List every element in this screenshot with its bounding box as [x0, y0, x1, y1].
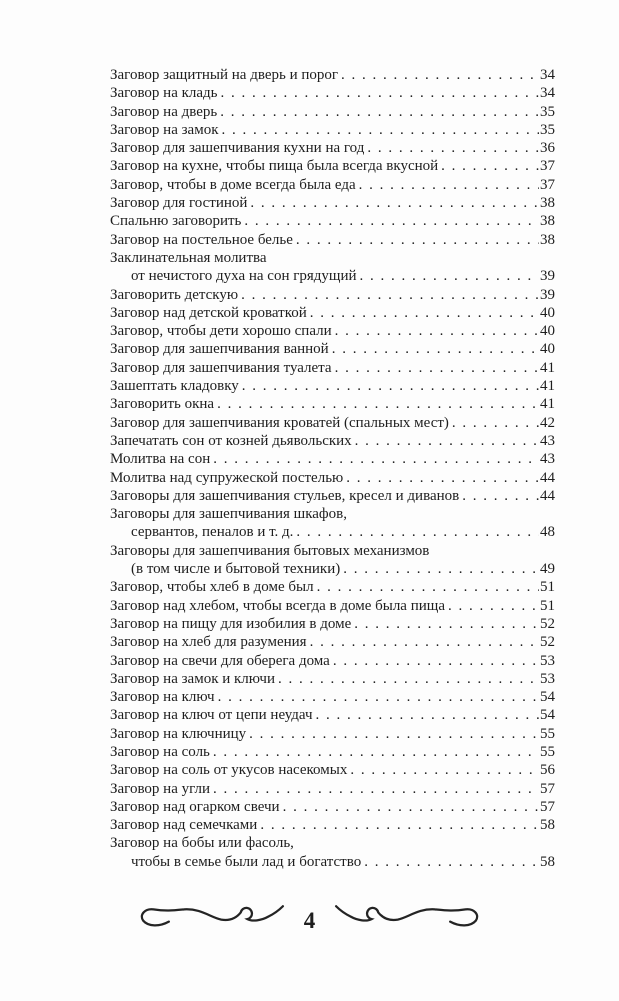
toc-entry-page: 39: [540, 286, 555, 303]
toc-entry-page: 44: [540, 469, 555, 486]
toc-line: [110, 853, 555, 871]
toc-entry: [110, 487, 555, 505]
toc-entry-page: 37: [540, 176, 555, 193]
dot-leader: [278, 670, 539, 688]
toc-entry: [110, 103, 555, 121]
toc-line: [110, 286, 555, 304]
toc-entry-page: 38: [540, 231, 555, 248]
toc-entry-title: Спальню заговорить: [110, 213, 242, 230]
toc-entry-page: 51: [540, 579, 555, 596]
dot-leader: [364, 853, 539, 871]
dot-leader: [335, 322, 539, 340]
toc-line: [110, 706, 555, 724]
toc-entry: [110, 414, 555, 432]
dot-leader: [341, 66, 539, 84]
toc-line: [110, 523, 555, 541]
toc-entry: [110, 688, 555, 706]
toc-entry-page: 41: [540, 359, 555, 376]
toc-line: [110, 432, 555, 450]
toc-line: [110, 816, 555, 834]
toc-entry-page: 38: [540, 213, 555, 230]
dot-leader: [220, 103, 539, 121]
toc-entry: [110, 377, 555, 395]
toc-entry: [110, 816, 555, 834]
toc-entry: [110, 212, 555, 230]
toc-line: [110, 212, 555, 230]
toc-entry-title: Молитва на сон: [110, 451, 211, 468]
toc-entry-title: Заговор на бобы или фасоль,: [110, 835, 294, 852]
toc-entry: [110, 597, 555, 615]
page-footer: [0, 898, 619, 932]
dot-leader: [241, 286, 539, 304]
toc-line: [110, 103, 555, 121]
toc-entry-page: 56: [540, 762, 555, 779]
dot-leader: [310, 304, 539, 322]
toc-line: [110, 157, 555, 175]
toc-entry-page: 43: [540, 432, 555, 449]
toc-entry-title: Заговор на свечи для оберега дома: [110, 652, 330, 669]
toc-entry-title: Молитва над супружеской постелью: [110, 469, 344, 486]
toc-entry-title: Заговор на дверь: [110, 103, 218, 120]
toc-entry: [110, 249, 555, 286]
toc-entry-page: 34: [540, 67, 555, 83]
toc-entry: [110, 578, 555, 596]
toc-line: [110, 505, 555, 523]
toc-line: [110, 194, 555, 212]
toc-line: [110, 450, 555, 468]
toc-entry-page: 35: [540, 103, 555, 120]
toc-entry-page: 55: [540, 725, 555, 742]
toc-entry-title: (в том числе и бытовой техники): [131, 561, 341, 578]
toc-entry-title: Заговор для гостиной: [110, 195, 248, 212]
page-number: 4: [303, 908, 316, 933]
dot-leader: [462, 487, 539, 505]
toc-entry-page: 35: [540, 121, 555, 138]
toc-line: [110, 231, 555, 249]
toc-entry: [110, 670, 555, 688]
toc-entry-title: Зашептать кладовку: [110, 378, 239, 395]
toc-entry-title: Заговор на ключ: [110, 689, 215, 706]
dot-leader: [213, 780, 539, 798]
toc-line: [110, 267, 555, 285]
toc-entry-title: Заговор над детской кроваткой: [110, 304, 307, 321]
toc-line: [110, 322, 555, 340]
toc-line: [110, 414, 555, 432]
toc-entry-title: Заговор над огарком свечи: [110, 798, 280, 815]
toc-entry-page: 58: [540, 853, 555, 870]
dot-leader: [333, 652, 539, 670]
toc-entry-page: 41: [540, 396, 555, 413]
dot-leader: [249, 725, 539, 743]
toc-entry-page: 57: [540, 780, 555, 797]
toc-entry-title: Заговор на замок и ключи: [110, 670, 275, 687]
toc-entry: [110, 304, 555, 322]
toc-line: [110, 304, 555, 322]
toc-entry-title: Заговор на замок: [110, 121, 219, 138]
toc-line: [110, 743, 555, 761]
toc-entry-title: Заговор для зашепчивания ванной: [110, 341, 329, 358]
toc-entry: [110, 157, 555, 175]
toc-entry: [110, 194, 555, 212]
dot-leader: [367, 139, 539, 157]
toc-entry: [110, 322, 555, 340]
toc-entry: [110, 395, 555, 413]
toc-entry: [110, 542, 555, 579]
toc-line: [110, 542, 555, 560]
toc-line: [110, 469, 555, 487]
dot-leader: [452, 414, 539, 432]
toc-entry: [110, 359, 555, 377]
toc-entry-title: Заговор, чтобы дети хорошо спали: [110, 323, 332, 340]
dot-leader: [335, 359, 539, 377]
toc-line: [110, 340, 555, 358]
toc-line: [110, 597, 555, 615]
dot-leader: [221, 84, 539, 102]
toc-entry-title: сервантов, пеналов и т. д.: [131, 524, 294, 541]
toc-entry: [110, 761, 555, 779]
toc-list: [110, 66, 555, 871]
toc-line: [110, 249, 555, 267]
dot-leader: [441, 157, 539, 175]
toc-entry-page: 53: [540, 652, 555, 669]
toc-line: [110, 359, 555, 377]
toc-entry-title: Заговор, чтобы хлеб в доме был: [110, 579, 314, 596]
toc-entry-page: 53: [540, 670, 555, 687]
toc-line: [110, 176, 555, 194]
toc-entry-title: Запечатать сон от козней дьявольских: [110, 432, 352, 449]
toc-entry-title: Заговоры для зашепчивания шкафов,: [110, 506, 347, 523]
toc-entry-title: Заговор на соль: [110, 743, 210, 760]
toc-entry: [110, 66, 555, 84]
dot-leader: [350, 761, 539, 779]
toc-line: [110, 84, 555, 102]
toc-entry-title: Заговоры для зашепчивания бытовых механизмов: [110, 542, 430, 559]
flourish-left-icon: [137, 900, 287, 931]
toc-entry-title: Заговор для зашепчивания кухни на год: [110, 140, 365, 157]
toc-entry: [110, 505, 555, 542]
toc-entry-page: 34: [540, 85, 555, 102]
toc-entry-page: 39: [540, 268, 555, 285]
toc-entry-page: 51: [540, 597, 555, 614]
toc-entry-page: 54: [540, 707, 555, 724]
dot-leader: [355, 432, 539, 450]
toc-entry-title: от нечистого духа на сон грядущий: [131, 268, 357, 285]
toc-line: [110, 633, 555, 651]
toc-entry-page: 58: [540, 817, 555, 834]
dot-leader: [354, 615, 539, 633]
toc-entry-title: Заговор защитный на дверь и порог: [110, 67, 339, 83]
toc-entry: [110, 84, 555, 102]
toc-entry-title: Заговор для зашепчивания туалета: [110, 359, 332, 376]
toc-entry: [110, 633, 555, 651]
toc-entry-page: 40: [540, 323, 555, 340]
toc-line: [110, 578, 555, 596]
toc-entry: [110, 231, 555, 249]
dot-leader: [242, 377, 539, 395]
dot-leader: [213, 450, 539, 468]
toc-line: [110, 652, 555, 670]
toc-entry-title: Заклинательная молитва: [110, 249, 267, 266]
toc-entry: [110, 432, 555, 450]
toc-entry-title: Заговор над семечками: [110, 817, 258, 834]
toc-entry-page: 40: [540, 341, 555, 358]
toc-line: [110, 688, 555, 706]
toc-entry: [110, 139, 555, 157]
toc-entry: [110, 340, 555, 358]
toc-entry-title: Заговор над хлебом, чтобы всегда в доме была пища: [110, 597, 445, 614]
toc-entry-title: Заговор на кухне, чтобы пища была всегда вкусной: [110, 158, 439, 175]
toc-line: [110, 121, 555, 139]
toc-entry-title: Заговор на соль от укусов насекомых: [110, 762, 348, 779]
toc-entry-title: Заговор на угли: [110, 780, 211, 797]
toc-line: [110, 377, 555, 395]
toc-entry-title: чтобы в семье были лад и богатство: [131, 853, 362, 870]
toc-entry-title: Заговор на ключ от цепи неудач: [110, 707, 313, 724]
toc-line: [110, 615, 555, 633]
toc-entry-page: 52: [540, 634, 555, 651]
toc-entry: [110, 706, 555, 724]
dot-leader: [296, 231, 539, 249]
toc-entry-title: Заговор для зашепчивания кроватей (спальных мест): [110, 414, 449, 431]
dot-leader: [343, 560, 539, 578]
toc-entry-page: 54: [540, 689, 555, 706]
toc-entry-title: Заговоры для зашепчивания стульев, кресел и диванов: [110, 487, 460, 504]
toc-entry: [110, 834, 555, 871]
toc-entry-title: Заговор на кладь: [110, 85, 218, 102]
toc-entry: [110, 798, 555, 816]
dot-leader: [217, 395, 539, 413]
dot-leader: [448, 597, 539, 615]
toc-entry-page: 43: [540, 451, 555, 468]
dot-leader: [316, 706, 539, 724]
toc-entry: [110, 450, 555, 468]
toc-entry: [110, 743, 555, 761]
toc-entry-page: 48: [540, 524, 555, 541]
toc-entry-page: 44: [540, 487, 555, 504]
toc-entry-title: Заговор на постельное белье: [110, 231, 293, 248]
dot-leader: [296, 523, 539, 541]
dot-leader: [346, 469, 539, 487]
toc-entry-page: 37: [540, 158, 555, 175]
dot-leader: [250, 194, 539, 212]
toc-entry: [110, 615, 555, 633]
toc-entry-title: Заговор, чтобы в доме всегда была еда: [110, 176, 356, 193]
toc-entry: [110, 121, 555, 139]
toc-entry-page: 49: [540, 561, 555, 578]
toc-entry-page: 40: [540, 304, 555, 321]
toc-line: [110, 761, 555, 779]
toc-entry: [110, 725, 555, 743]
toc-entry-title: Заговорить окна: [110, 396, 215, 413]
toc-entry-page: 38: [540, 195, 555, 212]
toc-entry-title: Заговор на пищу для изобилия в доме: [110, 615, 352, 632]
toc-line: [110, 66, 555, 84]
toc-line: [110, 780, 555, 798]
toc-line: [110, 725, 555, 743]
toc-entry: [110, 652, 555, 670]
flourish-right-icon: [332, 900, 482, 931]
dot-leader: [283, 798, 539, 816]
dot-leader: [260, 816, 539, 834]
toc-entry-page: 42: [540, 414, 555, 431]
toc-entry-title: Заговор на хлеб для разумения: [110, 634, 307, 651]
toc-entry-title: Заговор на ключницу: [110, 725, 247, 742]
toc-line: [110, 560, 555, 578]
toc-line: [110, 139, 555, 157]
toc-entry-page: 57: [540, 798, 555, 815]
dot-leader: [359, 176, 539, 194]
toc-entry-page: 55: [540, 743, 555, 760]
toc-line: [110, 670, 555, 688]
toc-entry-title: Заговорить детскую: [110, 286, 239, 303]
toc-entry-page: 41: [540, 378, 555, 395]
dot-leader: [221, 121, 539, 139]
toc-entry: [110, 176, 555, 194]
toc-line: [110, 834, 555, 852]
dot-leader: [332, 340, 539, 358]
toc-entry-page: 52: [540, 615, 555, 632]
toc-line: [110, 798, 555, 816]
toc-line: [110, 487, 555, 505]
dot-leader: [317, 578, 539, 596]
dot-leader: [213, 743, 539, 761]
toc-entry-page: 36: [540, 140, 555, 157]
dot-leader: [244, 212, 539, 230]
toc-entry: [110, 780, 555, 798]
toc-entry: [110, 469, 555, 487]
dot-leader: [310, 633, 539, 651]
toc-line: [110, 395, 555, 413]
toc-entry: [110, 286, 555, 304]
dot-leader: [218, 688, 539, 706]
dot-leader: [360, 267, 539, 285]
